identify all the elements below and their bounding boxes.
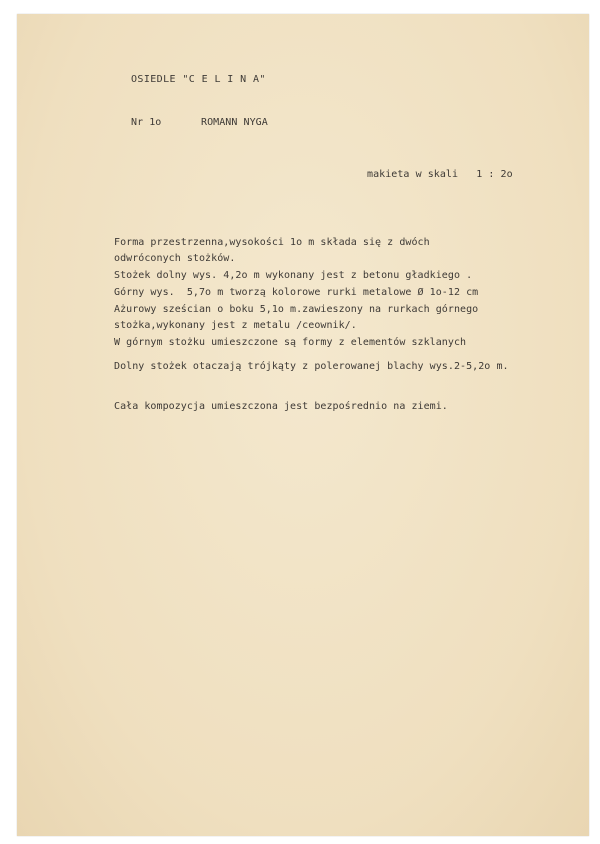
description-line: stożka,wykonany jest z metalu /ceownik/.	[114, 320, 357, 331]
document-page	[17, 14, 589, 836]
closing-line: Cała kompozycja umieszczona jest bezpośrednio na ziemi.	[114, 401, 448, 412]
description-line: W górnym stożku umieszczone są formy z elementów szklanych	[114, 337, 467, 348]
description-line: Stożek dolny wys. 4,2o m wykonany jest z betonu gładkiego .	[114, 270, 473, 281]
description-line: Górny wys. 5,7o m tworzą kolorowe rurki metalowe Ø 1o-12 cm	[114, 287, 479, 298]
scale-note: makieta w skali 1 : 2o	[367, 169, 513, 180]
description-line: odwróconych stożków.	[114, 253, 236, 264]
author-name: ROMANN NYGA	[201, 117, 268, 128]
document-title: OSIEDLE "C E L I N A"	[131, 74, 266, 85]
document-number: Nr 1o	[131, 117, 162, 128]
description-line: Dolny stożek otaczają trójkąty z polerowanej blachy wys.2-5,2o m.	[114, 361, 509, 372]
description-line: Ażurowy sześcian o boku 5,1o m.zawieszony na rurkach górnego	[114, 304, 479, 315]
description-line: Forma przestrzenna,wysokości 1o m składa się z dwóch	[114, 237, 430, 248]
